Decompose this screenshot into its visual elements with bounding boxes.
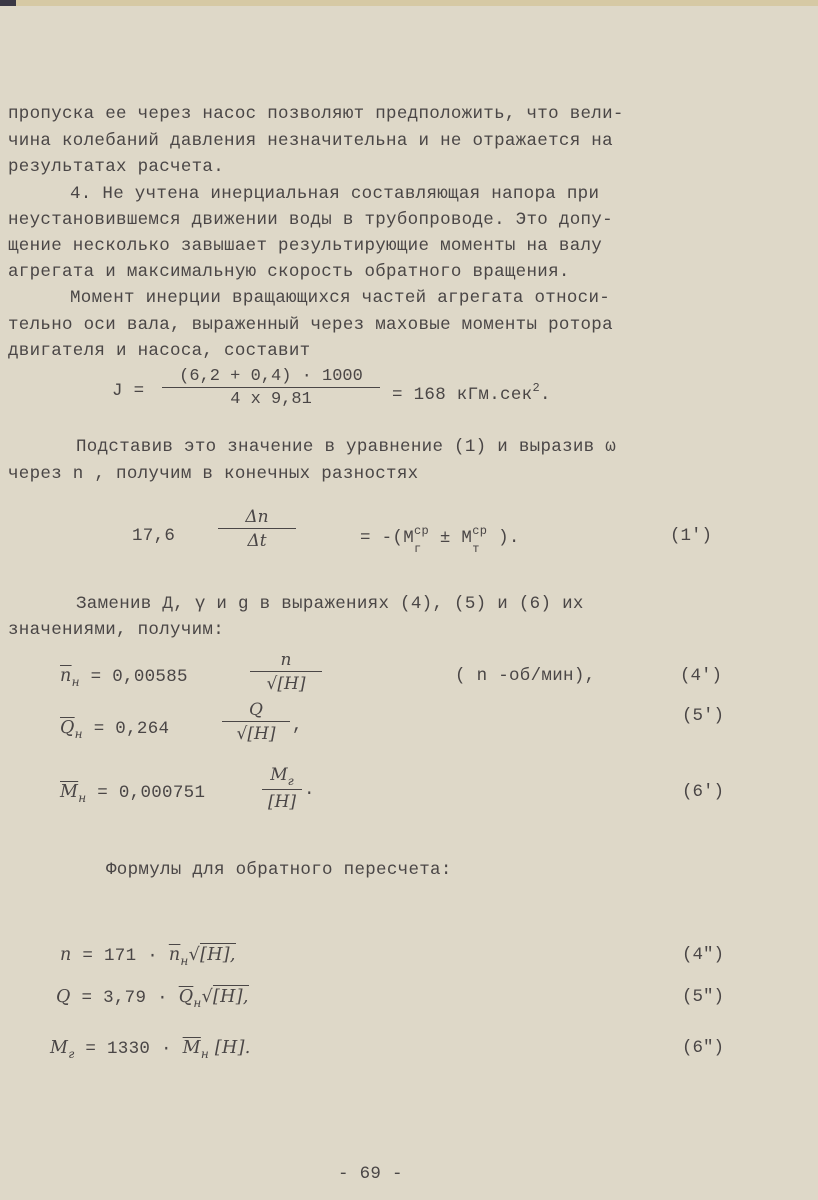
text-line: Момент инерции вращающихся частей агрегата относи-: [70, 288, 611, 308]
var: $\overline{n}$: [168, 945, 181, 965]
var: $\overline{M}$: [182, 1038, 201, 1058]
plus-minus: ± M: [429, 528, 473, 548]
coef: = 0,264: [93, 719, 170, 739]
superscript: ср: [414, 524, 430, 538]
var: n: [60, 945, 72, 965]
text-line: Подставив это значение в уравнение (1) и выразив ω: [76, 437, 617, 457]
text-line: щение несколько завышает результирующие моменты на валу: [8, 236, 603, 256]
exponent: 2: [532, 381, 540, 395]
eq-rhs: [360, 524, 520, 556]
punctuation: .: [304, 780, 315, 800]
tail: [H].: [209, 1038, 251, 1058]
var: $\overline{Q}$: [178, 987, 194, 1007]
denominator: √[H]: [266, 674, 306, 694]
text-line: агрегата и максимальную скорость обратного вращения.: [8, 262, 570, 282]
text-line: значениями, получим:: [8, 620, 225, 640]
denominator: Δt: [247, 531, 267, 551]
subscript: н: [193, 996, 202, 1010]
equation-number: (5′): [682, 706, 725, 726]
fraction: [222, 700, 290, 744]
page-number: - 69 -: [338, 1164, 403, 1184]
var: M: [270, 765, 288, 785]
fraction: [218, 507, 296, 551]
eq-body: $Q = 3,79 \cdot \overline{Q}_н√[H]$,: [56, 987, 249, 1010]
units-note: ( n -об/мин),: [455, 666, 596, 686]
var: $\overline{n}$: [60, 666, 72, 686]
eq-lhs: [60, 782, 205, 805]
var: M: [50, 1038, 69, 1058]
rhs-end: .: [539, 385, 551, 405]
subscript: н: [200, 1047, 210, 1061]
equation-number: (4′): [680, 666, 723, 686]
numerator: [262, 765, 302, 790]
expr: = 171 ·: [82, 946, 169, 966]
equation-number: (4″): [682, 945, 725, 965]
fraction: [162, 367, 380, 409]
eq-body: $n = 171 \cdot \overline{n}_н√[H]$,: [60, 945, 236, 968]
text-line: двигателя и насоса, составит: [8, 341, 311, 361]
denominator: [H]: [267, 792, 297, 812]
subscript: г: [287, 774, 294, 788]
equation-number: (6′): [682, 782, 725, 802]
dark-corner: [0, 0, 16, 6]
numerator: n: [250, 650, 322, 672]
subscript: н: [74, 727, 83, 741]
text-line: чина колебаний давления незначительна и не отражается на: [8, 131, 613, 151]
text-line: пропуска ее через насос позволяют предположить, что вели-: [8, 104, 624, 124]
var: Q: [56, 987, 71, 1007]
eq-lhs: [60, 666, 188, 689]
equation-number: (5″): [682, 987, 725, 1007]
equation-number: (6″): [682, 1038, 725, 1058]
eq-coef: 17,6: [132, 526, 176, 546]
superscript: ср: [472, 524, 488, 538]
eq-body: [50, 1038, 251, 1061]
text-line: результатах расчета.: [8, 157, 225, 177]
text-line: Заменив Д, γ и g в выражениях (4), (5) и (6) их: [76, 594, 584, 614]
fraction: [262, 765, 302, 812]
numerator: (6,2 + 0,4) · 1000: [162, 367, 380, 388]
var: $\overline{Q}$: [60, 718, 75, 738]
var: $\overline{M}$: [60, 782, 79, 802]
page-top-edge: [0, 0, 818, 6]
coef: = 0,00585: [90, 667, 188, 687]
subscript: н: [71, 675, 80, 689]
expr: = 3,79 ·: [81, 988, 179, 1008]
text-line: 4. Не учтена инерциальная составляющая напора при: [70, 184, 600, 204]
sqrt-arg: [H],: [200, 945, 236, 965]
fraction: [250, 650, 322, 694]
text-line: через n , получим в конечных разностях: [8, 464, 419, 484]
subscript: г: [414, 542, 422, 556]
subscript: н: [78, 791, 87, 805]
subscript: г: [68, 1047, 75, 1061]
numerator: Δn: [218, 507, 296, 529]
subscript: т: [472, 542, 480, 556]
eq-lhs: J =: [112, 381, 145, 401]
section-heading: Формулы для обратного пересчета:: [106, 860, 452, 880]
subscript: н: [180, 954, 189, 968]
expr: = 1330 ·: [85, 1039, 183, 1059]
eq-rhs: [392, 381, 551, 405]
rhs-text: = 168 кГм.сек: [392, 385, 533, 405]
rhs-end: ).: [487, 528, 520, 548]
denominator: √[H]: [236, 724, 276, 744]
eq-lhs: [60, 718, 169, 741]
punctuation: ,: [292, 716, 303, 736]
text-line: тельно оси вала, выраженный через маховые моменты ротора: [8, 315, 613, 335]
equation-number: (1′): [670, 526, 713, 546]
coef: = 0,000751: [97, 783, 206, 803]
rhs-text: = -(M: [360, 528, 415, 548]
sqrt-arg: [H],: [213, 987, 249, 1007]
text-line: неустановившемся движении воды в трубопроводе. Это допу-: [8, 210, 613, 230]
numerator: Q: [222, 700, 290, 722]
denominator: 4 x 9,81: [230, 390, 312, 409]
